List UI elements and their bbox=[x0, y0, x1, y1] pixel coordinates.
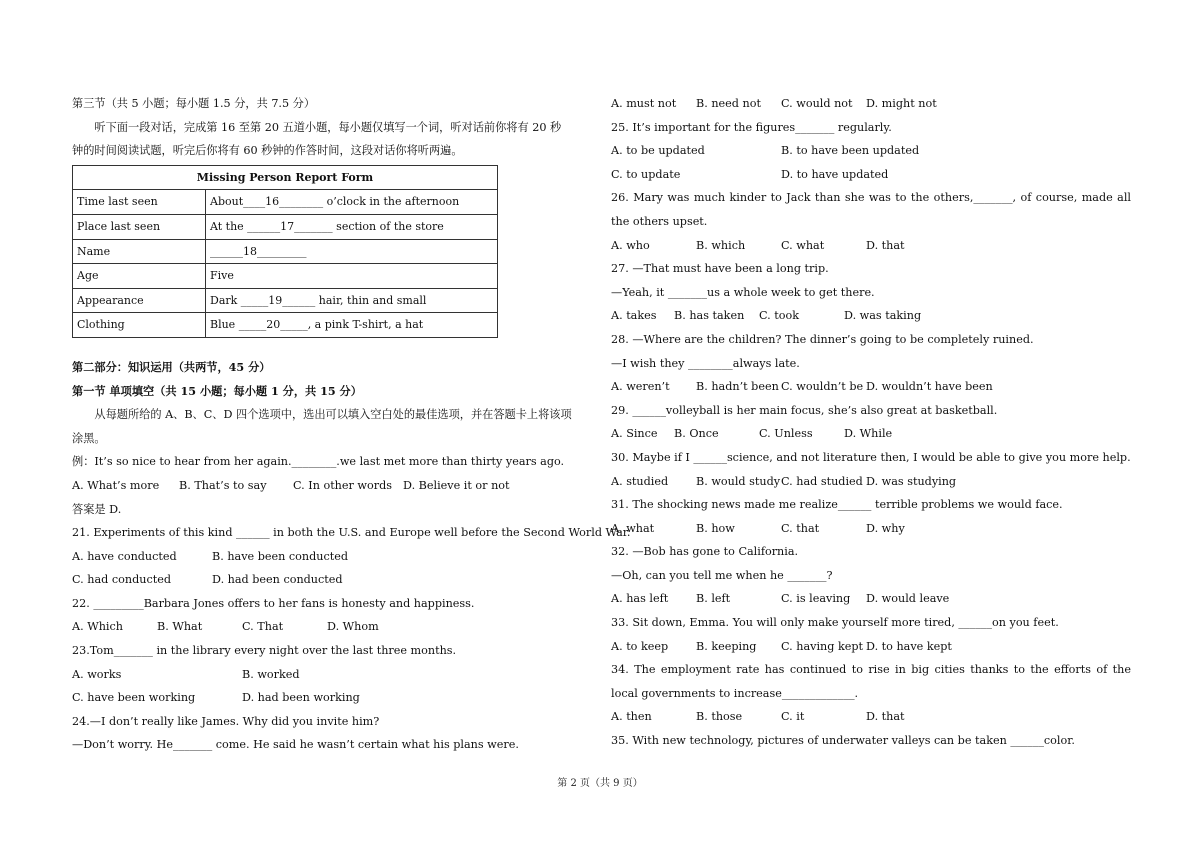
option: D. was taking bbox=[844, 309, 922, 323]
option: A. weren’t bbox=[611, 380, 670, 394]
example-answer: 答案是 D. bbox=[72, 502, 122, 516]
option: D. had been conducted bbox=[212, 573, 343, 587]
form-label: Time last seen bbox=[73, 190, 206, 215]
question-29: 29. ______volleyball is her main focus, she’s also great at basketball. bbox=[611, 403, 998, 417]
option: C. took bbox=[759, 309, 800, 323]
question-27: 27. —That must have been a long trip. bbox=[611, 262, 829, 276]
option: B. That’s to say bbox=[179, 478, 267, 492]
question-28: 28. —Where are the children? The dinner’s going to be completely ruined. bbox=[611, 332, 1034, 346]
option: D. Believe it or not bbox=[403, 478, 510, 492]
part2-title: 第二部分：知识运用（共两节，45 分） bbox=[72, 359, 271, 374]
q31-options bbox=[611, 517, 1131, 541]
form-value: About____16________ o’clock in the afternoon bbox=[206, 190, 498, 215]
example-question: 例：It’s so nice to hear from her again.________.we last met more than thirty years ago. bbox=[72, 455, 565, 469]
option: C. having kept bbox=[781, 639, 864, 653]
q23-options bbox=[72, 686, 572, 710]
option: C. would not bbox=[781, 97, 853, 110]
option: D. to have kept bbox=[866, 639, 952, 653]
option: A. works bbox=[72, 667, 122, 681]
form-row bbox=[73, 190, 498, 215]
form-title: Missing Person Report Form bbox=[73, 165, 498, 190]
question-35: 35. With new technology, pictures of underwater valleys can be taken ______color. bbox=[611, 734, 1075, 748]
question-33: 33. Sit down, Emma. You will only make yourself more tired, ______on you feet. bbox=[611, 616, 1059, 630]
option: A. to be updated bbox=[611, 144, 705, 158]
option: D. Whom bbox=[327, 620, 379, 634]
section1-title: 第一节 单项填空（共 15 小题；每小题 1 分，共 15 分） bbox=[72, 383, 362, 398]
q25-options bbox=[611, 163, 1131, 187]
option: C. had conducted bbox=[72, 573, 171, 587]
option: C. have been working bbox=[72, 691, 196, 705]
q34-options bbox=[611, 705, 1131, 729]
option: B. What bbox=[157, 620, 203, 634]
q21-options bbox=[72, 545, 572, 569]
option: C. In other words bbox=[293, 478, 392, 492]
question-28-reply: —I wish they ________always late. bbox=[611, 356, 800, 370]
option: D. that bbox=[866, 710, 905, 724]
option: C. is leaving bbox=[781, 592, 851, 606]
option: D. to have updated bbox=[781, 167, 889, 181]
option: C. to update bbox=[611, 167, 681, 181]
option: D. wouldn’t have been bbox=[866, 380, 993, 394]
form-value: Dark _____19______ hair, thin and small bbox=[206, 288, 498, 313]
option: B. Once bbox=[674, 427, 719, 441]
option: B. have been conducted bbox=[212, 549, 348, 563]
option: B. worked bbox=[242, 667, 300, 681]
option: A. has left bbox=[611, 592, 669, 606]
option: B. left bbox=[696, 592, 731, 606]
q30-options bbox=[611, 470, 1131, 494]
option: B. how bbox=[696, 521, 735, 535]
option: A. must not bbox=[611, 97, 677, 110]
option: A. What’s more bbox=[72, 478, 160, 492]
question-27-reply: —Yeah, it _______us a whole week to get there. bbox=[611, 285, 875, 299]
option: C. it bbox=[781, 710, 805, 724]
missing-person-form bbox=[72, 165, 498, 338]
option: B. keeping bbox=[696, 639, 757, 653]
option: B. need not bbox=[696, 97, 761, 110]
option: C. had studied bbox=[781, 474, 863, 488]
q21-options bbox=[72, 568, 572, 592]
q29-options bbox=[611, 422, 1131, 446]
option: C. wouldn’t be bbox=[781, 380, 864, 394]
question-32: 32. —Bob has gone to California. bbox=[611, 545, 799, 559]
q24-options bbox=[611, 92, 1131, 116]
option: A. who bbox=[611, 238, 650, 252]
option: A. Which bbox=[72, 620, 123, 634]
q28-options bbox=[611, 375, 1131, 399]
question-25: 25. It’s important for the figures_______ regularly. bbox=[611, 120, 892, 134]
option: C. that bbox=[781, 521, 820, 535]
q27-options bbox=[611, 304, 1131, 328]
page-footer: 第 2 页（共 9 页） bbox=[557, 778, 643, 789]
section3-title: 第三节（共 5 小题；每小题 1.5 分，共 7.5 分） bbox=[72, 97, 316, 110]
option: D. might not bbox=[866, 97, 937, 110]
option: A. takes bbox=[611, 309, 657, 323]
option: B. hadn’t been bbox=[696, 380, 779, 394]
option: B. has taken bbox=[674, 309, 745, 323]
question-32-reply: —Oh, can you tell me when he _______? bbox=[611, 568, 833, 582]
form-value: At the ______17_______ section of the store bbox=[206, 214, 498, 239]
option: B. would study bbox=[696, 474, 781, 488]
option: A. have conducted bbox=[72, 549, 177, 563]
form-row bbox=[73, 214, 498, 239]
form-label: Age bbox=[73, 264, 206, 289]
option: D. why bbox=[866, 521, 905, 535]
option: B. which bbox=[696, 238, 746, 252]
form-row bbox=[73, 288, 498, 313]
form-value: ______18_________ bbox=[206, 239, 498, 264]
section3-instructions: 听下面一段对话，完成第 16 至第 20 五道小题，每小题仅填写一个词，听对话前你将有 20 秒钟的时间阅读试题，听完后你将有 60 秒钟的作答时间，这段对话你将听两遍。 bbox=[72, 120, 562, 158]
question-24: 24.—I don’t really like James. Why did you invite him? bbox=[72, 714, 380, 728]
q22-options bbox=[72, 615, 572, 639]
option: A. studied bbox=[611, 474, 669, 488]
form-label: Place last seen bbox=[73, 214, 206, 239]
q25-options bbox=[611, 139, 1131, 163]
question-22: 22. _________Barbara Jones offers to her fans is honesty and happiness. bbox=[72, 596, 475, 610]
q23-options bbox=[72, 663, 572, 687]
option: B. those bbox=[696, 710, 743, 724]
option: A. what bbox=[611, 521, 655, 535]
option: D. that bbox=[866, 238, 905, 252]
question-26: 26. Mary was much kinder to Jack than she was to the others,_______, of course, made all the others upset. bbox=[611, 191, 1131, 228]
form-row bbox=[73, 239, 498, 264]
option: D. had been working bbox=[242, 691, 360, 705]
q33-options bbox=[611, 635, 1131, 659]
option: A. to keep bbox=[611, 639, 669, 653]
section1-instructions: 从每题所给的 A、B、C、D 四个选项中，选出可以填入空白处的最佳选项，并在答题卡上将该项涂黑。 bbox=[72, 408, 572, 445]
q32-options bbox=[611, 587, 1131, 611]
option: A. Since bbox=[611, 427, 658, 441]
question-30: 30. Maybe if I ______science, and not literature then, I would be able to give you more help. bbox=[611, 450, 1131, 464]
option: C. Unless bbox=[759, 427, 813, 441]
option: D. would leave bbox=[866, 592, 950, 606]
option: A. then bbox=[611, 710, 652, 724]
option: D. was studying bbox=[866, 474, 957, 488]
question-34: 34. The employment rate has continued to rise in big cities thanks to the efforts of the local governments to increase_____________. bbox=[611, 663, 1131, 700]
form-label: Appearance bbox=[73, 288, 206, 313]
option: B. to have been updated bbox=[781, 144, 920, 158]
form-row bbox=[73, 264, 498, 289]
right-column bbox=[611, 92, 1131, 753]
option: C. That bbox=[242, 620, 284, 634]
question-21: 21. Experiments of this kind ______ in both the U.S. and Europe well before the Second World War. bbox=[72, 526, 631, 540]
question-23: 23.Tom_______ in the library every night over the last three months. bbox=[72, 644, 457, 658]
example-options bbox=[72, 474, 572, 498]
option: D. While bbox=[844, 427, 893, 441]
form-row bbox=[73, 313, 498, 338]
form-label: Clothing bbox=[73, 313, 206, 338]
form-label: Name bbox=[73, 239, 206, 264]
question-31: 31. The shocking news made me realize______ terrible problems we would face. bbox=[611, 498, 1063, 512]
form-value: Blue _____20_____, a pink T-shirt, a hat bbox=[206, 313, 498, 338]
question-24-reply: —Don’t worry. He_______ come. He said he wasn’t certain what his plans were. bbox=[72, 738, 519, 752]
q26-options bbox=[611, 234, 1131, 258]
option: C. what bbox=[781, 238, 825, 252]
form-value: Five bbox=[206, 264, 498, 289]
